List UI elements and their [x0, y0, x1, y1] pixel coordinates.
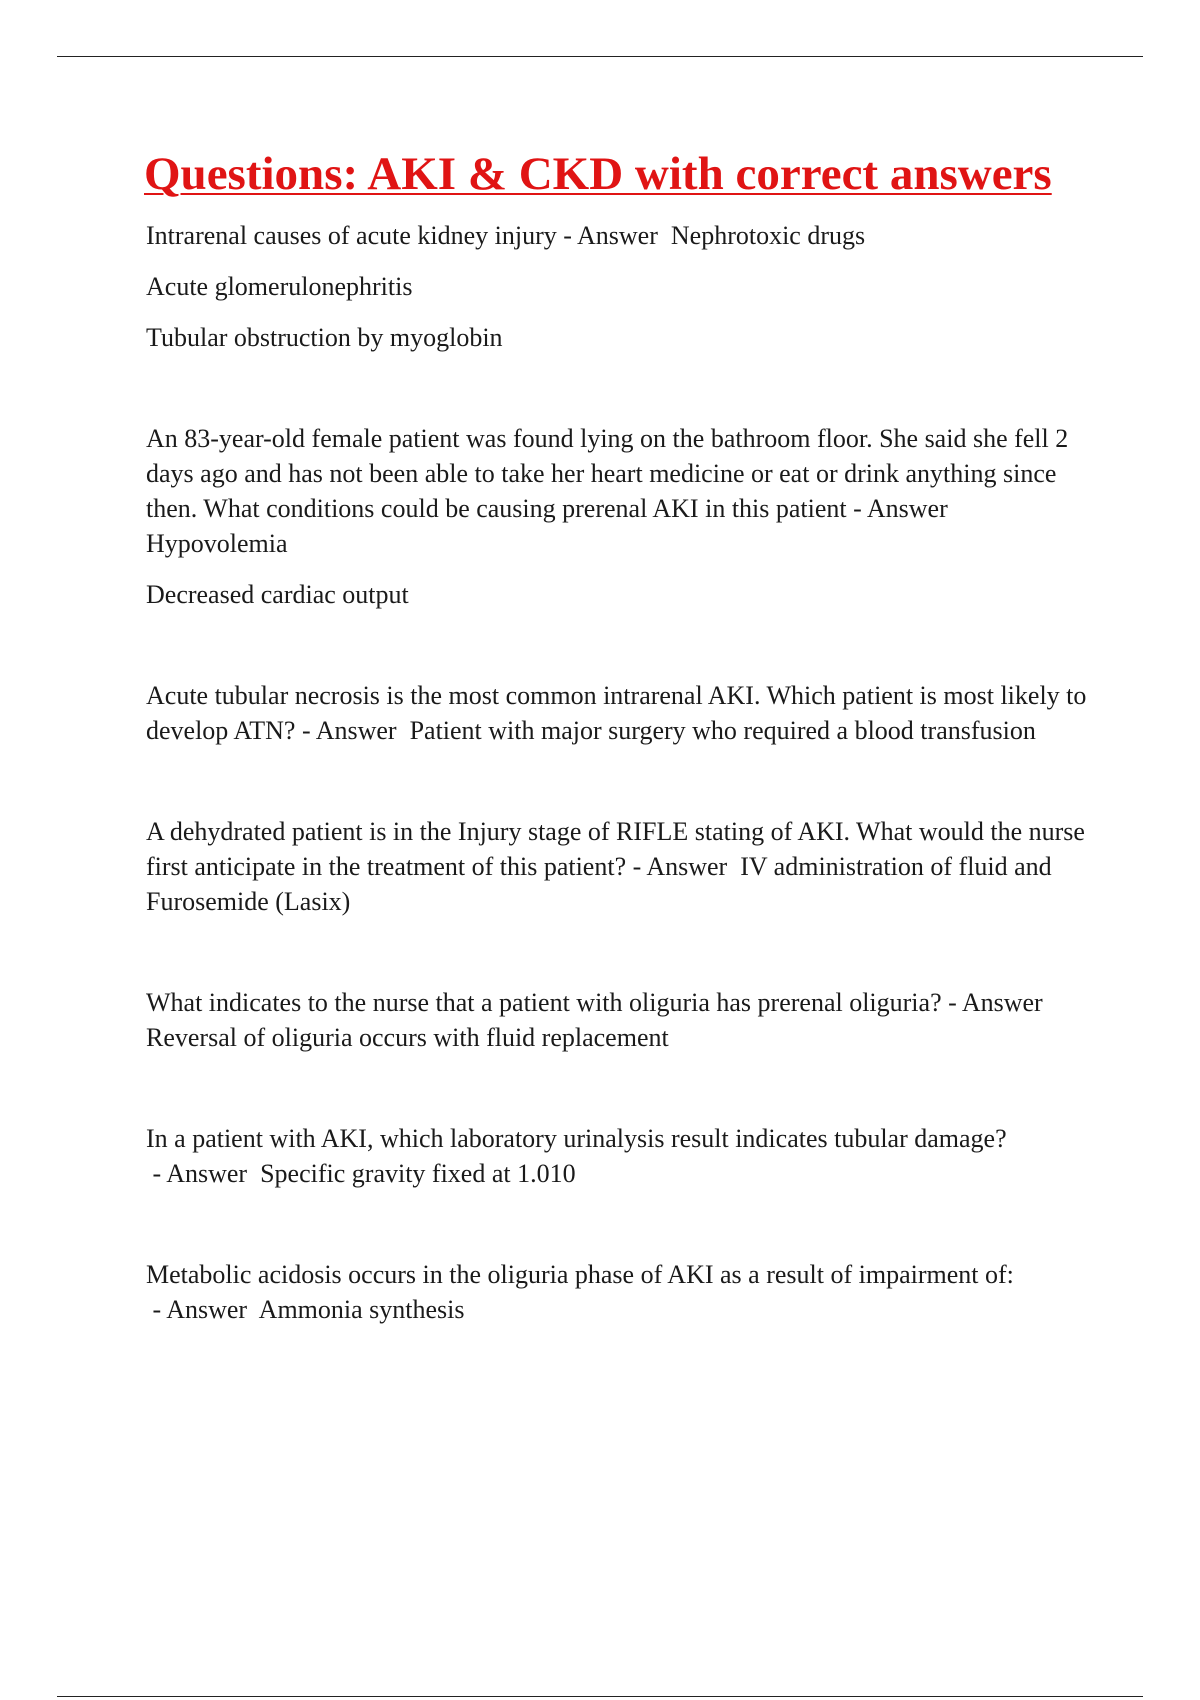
- top-rule: [57, 56, 1143, 57]
- answer-text: Patient with major surgery who required a blood transfusion: [409, 716, 1036, 745]
- bottom-rule: [57, 1696, 1143, 1697]
- answer-separator: - Answer: [295, 716, 404, 745]
- qa-item-4: [146, 814, 1096, 919]
- question-text: Intrarenal causes of acute kidney injury: [146, 221, 557, 250]
- qa-item-5: [146, 985, 1096, 1055]
- qa-item-1: [146, 218, 1096, 355]
- qa-question-paragraph: [146, 1257, 1096, 1327]
- qa-question-paragraph: [146, 814, 1096, 919]
- answer-line: Tubular obstruction by myoglobin: [146, 323, 503, 352]
- answer-separator: - Answer: [556, 221, 665, 250]
- qa-item-6: [146, 1121, 1096, 1191]
- answer-separator: - Answer: [146, 1159, 254, 1188]
- qa-item-7: [146, 1257, 1096, 1327]
- answer-separator: - Answer: [146, 1295, 254, 1324]
- answer-separator: - Answer: [941, 988, 1050, 1017]
- qa-item-3: [146, 678, 1096, 748]
- answer-text: Specific gravity fixed at 1.010: [260, 1159, 576, 1188]
- answer-text: Reversal of oliguria occurs with fluid replacement: [146, 1023, 669, 1052]
- document-body: [146, 144, 1096, 1327]
- question-text: Acute tubular necrosis is the most common intrarenal AKI. Which patient is most likely to develop ATN?: [146, 681, 1087, 745]
- answer-text: Nephrotoxic drugs: [670, 221, 866, 250]
- question-text: What indicates to the nurse that a patient with oliguria has prerenal oliguria?: [146, 988, 942, 1017]
- qa-question-paragraph: [146, 985, 1096, 1055]
- answer-text: Hypovolemia: [146, 529, 288, 558]
- answer-line: Decreased cardiac output: [146, 580, 409, 609]
- answer-separator: - Answer: [846, 494, 955, 523]
- qa-question-paragraph: [146, 1121, 1096, 1191]
- question-text: An 83-year-old female patient was found lying on the bathroom floor. She said she fell 2 days ago and has not been able to take her heart medicine or eat or drink anything since then. What conditions could be causing prerenal AKI in this patient: [146, 424, 1069, 523]
- question-text: Metabolic acidosis occurs in the oliguria phase of AKI as a result of impairment of:: [146, 1260, 1014, 1289]
- answer-text: Ammonia synthesis: [258, 1295, 465, 1324]
- answer-line: Acute glomerulonephritis: [146, 272, 413, 301]
- qa-item-2: [146, 421, 1096, 612]
- qa-question-paragraph: [146, 678, 1096, 748]
- question-text: A dehydrated patient is in the Injury stage of RIFLE stating of AKI. What would the nurse first anticipate in the treatment of this patient?: [146, 817, 1085, 881]
- answer-text: IV administration of fluid and Furosemide (Lasix): [146, 852, 1052, 916]
- document-title: Questions: AKI & CKD with correct answers: [144, 148, 1052, 200]
- qa-question-paragraph: [146, 218, 1096, 253]
- question-text: In a patient with AKI, which laboratory urinalysis result indicates tubular damage?: [146, 1124, 1007, 1153]
- answer-separator: - Answer: [626, 852, 734, 881]
- qa-question-paragraph: [146, 421, 1096, 561]
